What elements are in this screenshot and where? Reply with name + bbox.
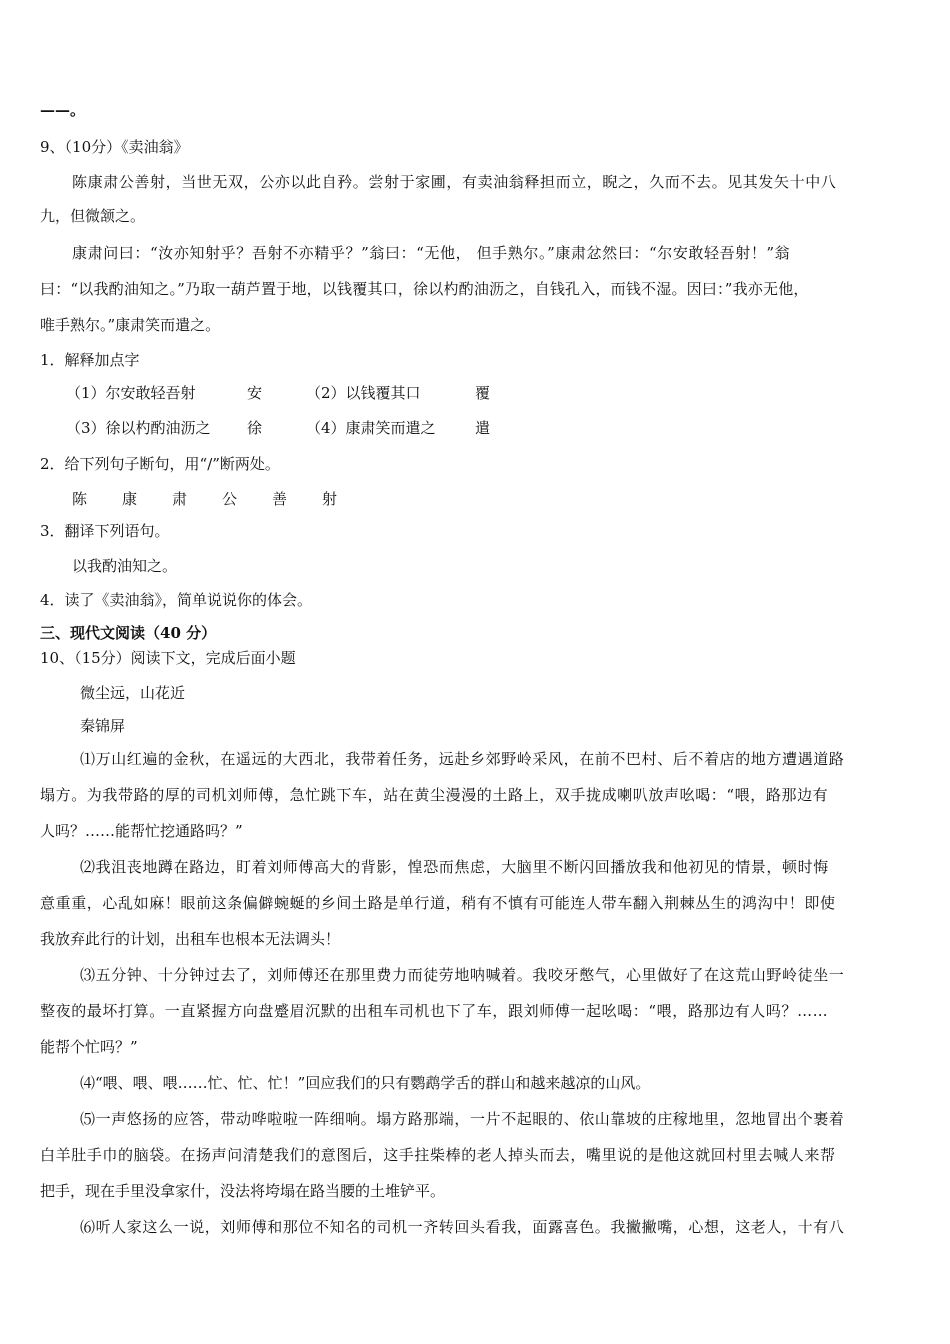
article-p3-line-2: 整夜的最坏打算。一直紧握方向盘蹙眉沉默的出租车司机也下了车，跟刘师傅一起吆喝：“喂，路那边有人吗？…… xyxy=(40,1002,829,1020)
q9-sub2-char-1: 陈 xyxy=(72,490,88,508)
q9-sub1-item-2-phrase: （2）以钱覆其口 xyxy=(306,384,421,402)
q9-sub4-title: 4．读了《卖油翁》，简单说说你的体会。 xyxy=(40,591,313,609)
q9-sub1-item-4-phrase: （4）康肃笑而遣之 xyxy=(306,419,436,437)
q9-sub1-item-3-word: 徐 xyxy=(247,419,263,437)
q10-header: 10、（15分）阅读下文，完成后面小题 xyxy=(40,649,296,667)
article-p1-line-1: ⑴万山红遍的金秋，在遥远的大西北，我带着任务，远赴乡郊野岭采风，在前不巴村、后不着店的地方遭遇道路 xyxy=(80,750,845,768)
article-p1-line-3: 人吗？……能帮忙挖通路吗？” xyxy=(40,822,243,840)
article-p1-line-2: 塌方。为我带路的厚的司机刘师傅，急忙跳下车，站在黄尘漫漫的土路上，双手拢成喇叭放声吆喝：“喂，路那边有 xyxy=(40,786,829,804)
article-p5-line-3: 把手，现在手里没拿家什，没法将垮塌在路当腰的土堆铲平。 xyxy=(40,1182,446,1200)
q9-sub2-char-5: 善 xyxy=(272,490,288,508)
q9-sub1-item-1-word: 安 xyxy=(247,384,263,402)
article-p2-line-3: 我放弃此行的计划，出租车也根本无法调头！ xyxy=(40,930,341,948)
article-author: 秦锦屏 xyxy=(80,717,126,735)
q9-passage-line-3: 康肃问曰：“汝亦知射乎？吾射不亦精乎？”翁曰：“无他， 但手熟尔。”康肃忿然曰：“尔安敢轻吾射！”翁 xyxy=(72,244,791,262)
q9-sub2-title: 2．给下列句子断句，用“/”断两处。 xyxy=(40,455,280,473)
q9-passage-line-5: 唯手熟尔。”康肃笑而遣之。 xyxy=(40,316,221,334)
article-p4-line-1: ⑷“喂、喂、喂……忙、忙、忙！”回应我们的只有鹦鹉学舌的群山和越来越凉的山风。 xyxy=(80,1074,651,1092)
q9-header: 9、（10分）《卖油翁》 xyxy=(40,138,189,156)
article-p6-line-1: ⑹听人家这么一说，刘师傅和那位不知名的司机一齐转回头看我，面露喜色。我撇撇嘴，心想，这老人，十有八 xyxy=(80,1218,845,1236)
q9-sub1-item-3-phrase: （3）徐以杓酌油沥之 xyxy=(66,419,211,437)
q9-sub2-char-4: 公 xyxy=(222,490,238,508)
q9-sub2-char-6: 射 xyxy=(322,490,338,508)
article-title: 微尘远，山花近 xyxy=(80,684,186,702)
article-p3-line-3: 能帮个忙吗？” xyxy=(40,1038,138,1056)
q9-sub1-title: 1．解释加点字 xyxy=(40,351,140,369)
article-p2-line-1: ⑵我沮丧地蹲在路边，盯着刘师傅高大的背影，惶恐而焦虑，大脑里不断闪回播放我和他初见的情景，顿时悔 xyxy=(80,858,829,876)
q9-sub1-item-1-phrase: （1）尔安敢轻吾射 xyxy=(66,384,196,402)
article-p2-line-2: 意重重，心乱如麻！眼前这条偏僻蜿蜒的乡间土路是单行道，稍有不慎有可能连人带车翻入荆棘丛生的鸿沟中！即使 xyxy=(40,894,836,912)
article-p5-line-1: ⑸一声悠扬的应答，带动哗啦啦一阵细响。塌方路那端，一片不起眼的、依山靠坡的庄稼地里，忽地冒出个裹着 xyxy=(80,1110,845,1128)
q9-sub1-item-2-word: 覆 xyxy=(475,384,491,402)
q9-passage-line-4: 曰：“以我酌油知之。”乃取一葫芦置于地，以钱覆其口，徐以杓酌油沥之，自钱孔入，而钱不湿。因曰：”我亦无他， xyxy=(40,280,809,298)
q9-sub1-item-4-word: 遣 xyxy=(475,419,491,437)
article-p5-line-2: 白羊肚手巾的脑袋。在扬声问清楚我们的意图后，这手拄柴棒的老人掉头而去，嘴里说的是他这就回村里去喊人来帮 xyxy=(40,1146,836,1164)
q9-sub2-char-3: 肃 xyxy=(172,490,188,508)
q9-passage-line-2: 九，但微颔之。 xyxy=(40,207,146,225)
q9-sub3-sentence: 以我酌油知之。 xyxy=(72,557,178,575)
q9-passage-line-1: 陈康肃公善射，当世无双，公亦以此自矜。尝射于家圃，有卖油翁释担而立，睨之，久而不去。见其发矢十中八 xyxy=(72,173,837,191)
article-p3-line-1: ⑶五分钟、十分钟过去了，刘师傅还在那里费力而徒劳地呐喊着。我咬牙憋气，心里做好了在这荒山野岭徒坐一 xyxy=(80,966,845,984)
section3-header: 三、现代文阅读（40 分） xyxy=(40,624,217,642)
q9-sub2-char-2: 康 xyxy=(122,490,138,508)
q9-sub3-title: 3．翻译下列语句。 xyxy=(40,522,170,540)
top-fragment: ——。 xyxy=(40,101,86,119)
